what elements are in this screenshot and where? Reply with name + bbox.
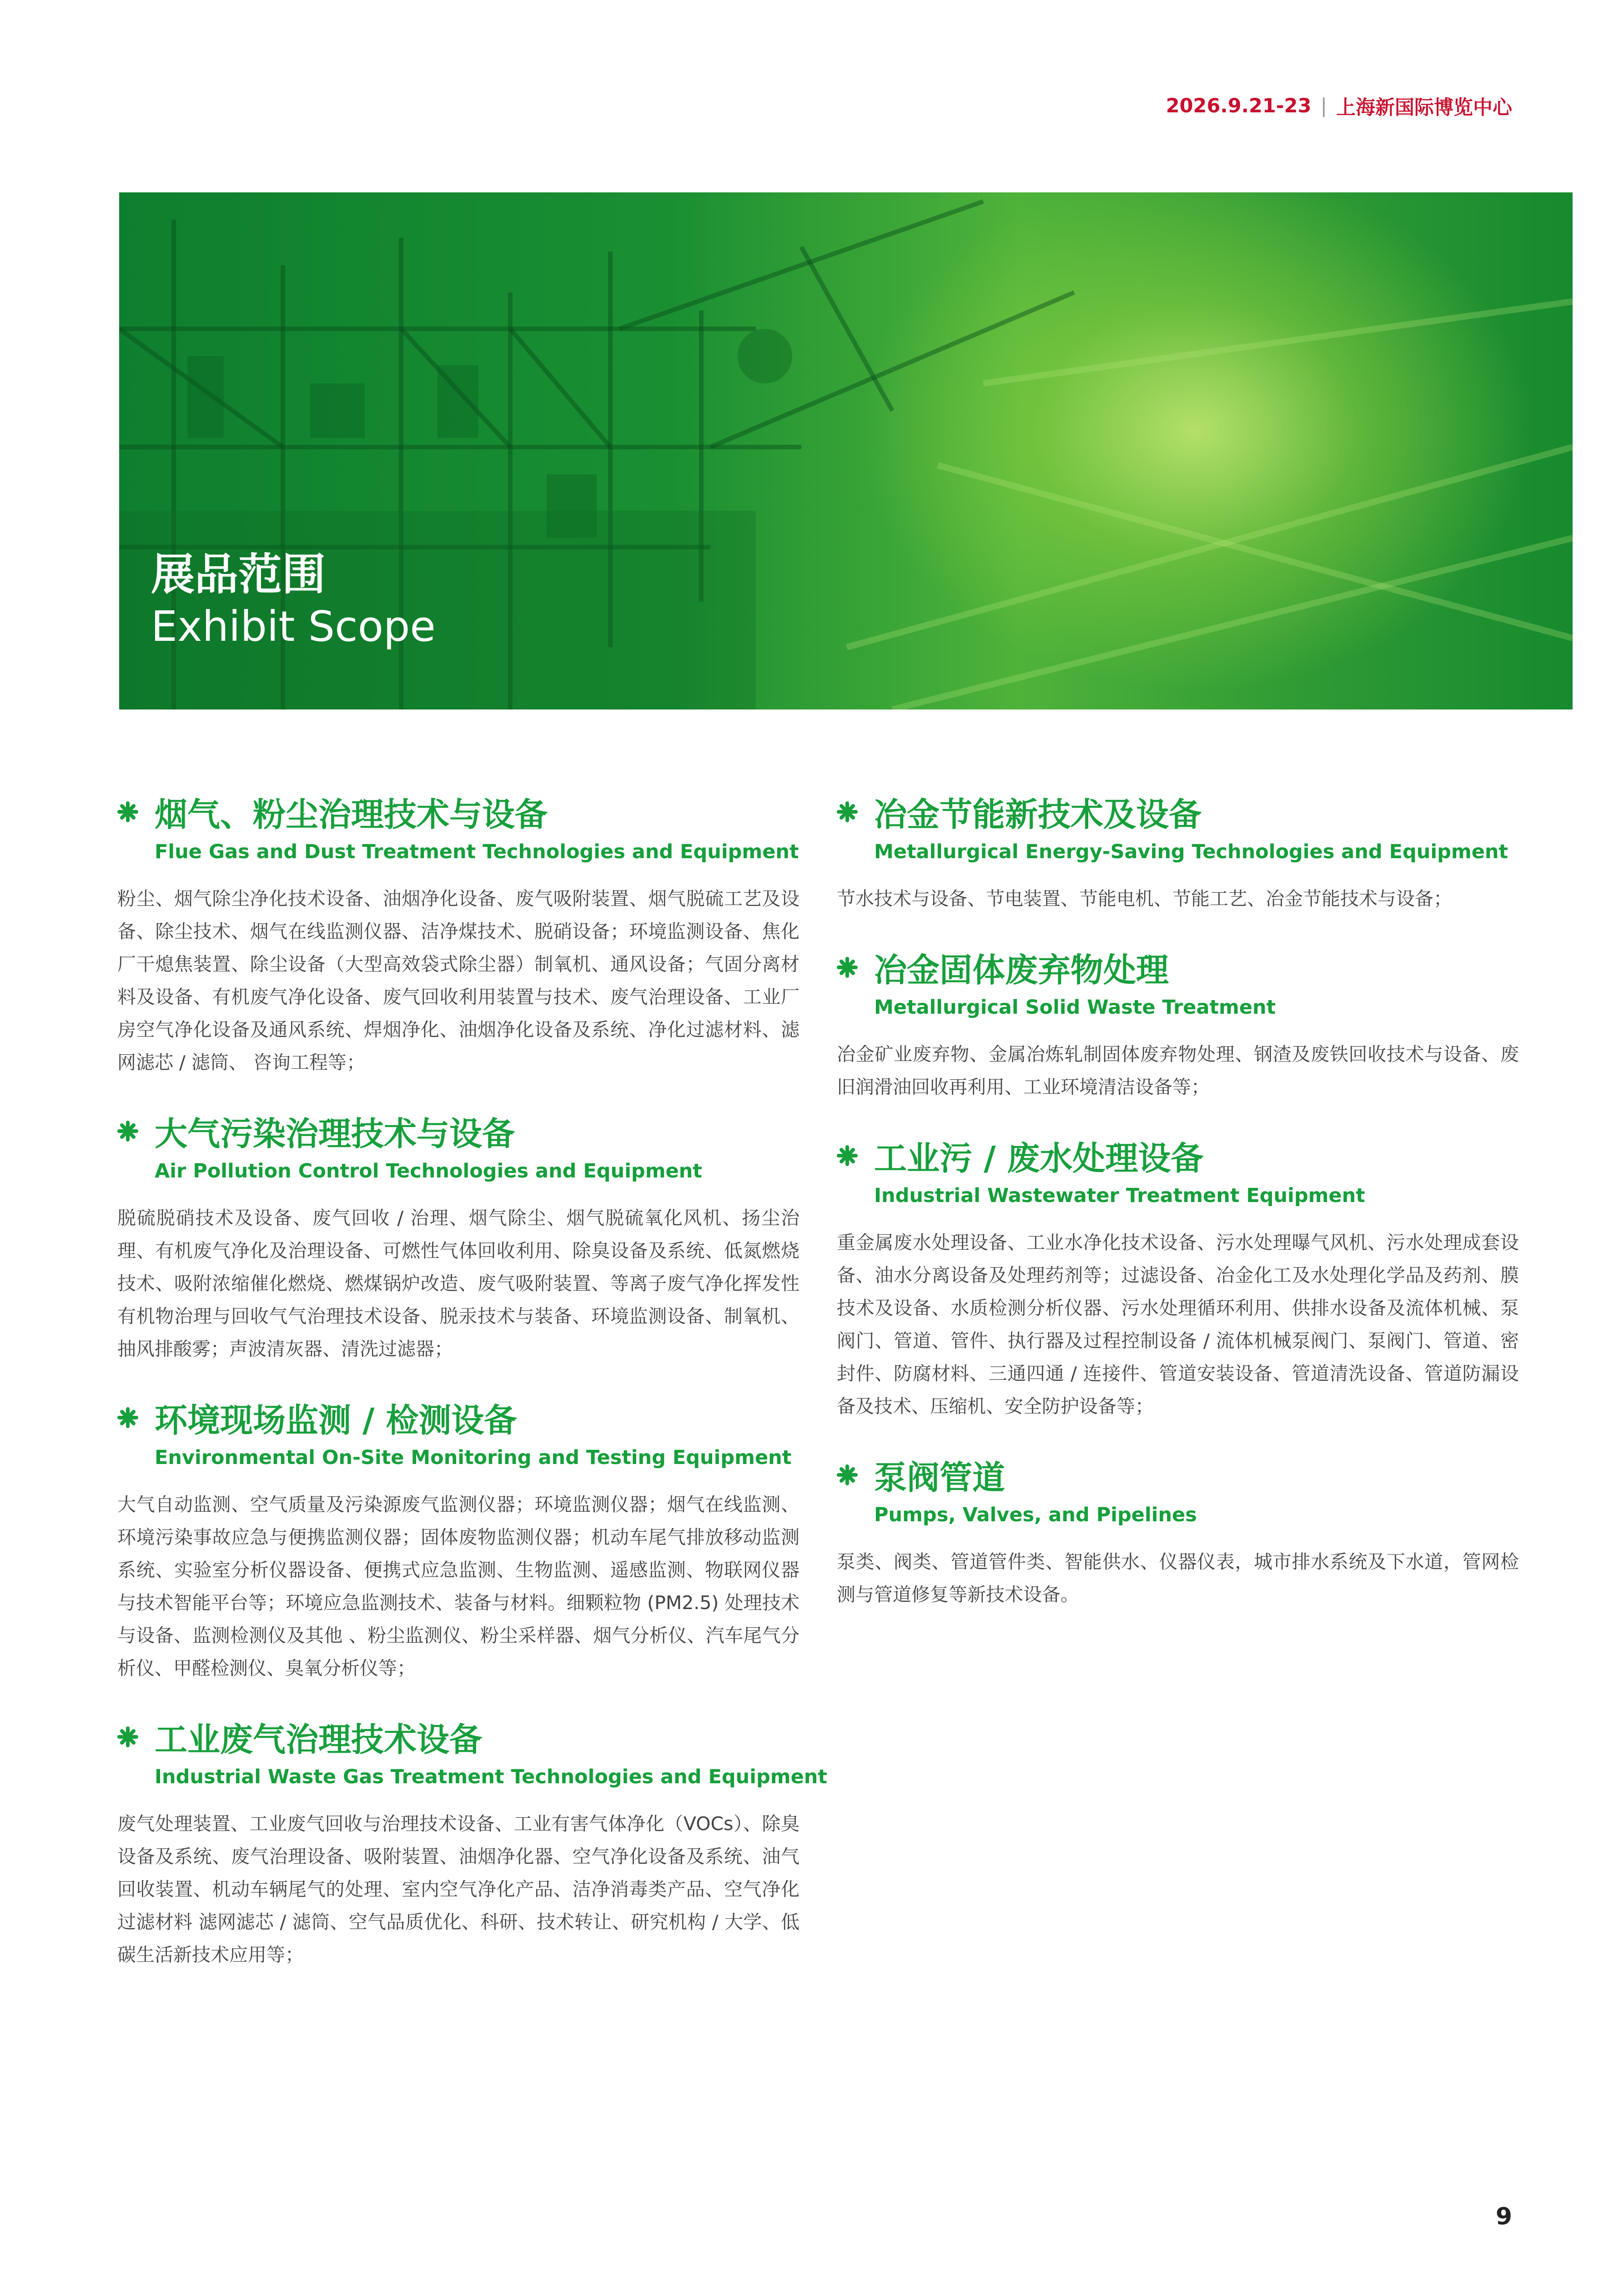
section-flue-gas	[117, 787, 799, 1079]
section-title-en: Environmental On-Site Monitoring and Testing Equipment	[155, 1446, 792, 1469]
section-title-cn: 工业废气治理技术设备	[155, 1721, 483, 1759]
banner-title	[151, 547, 436, 652]
section-title-cn: 冶金固体废弃物处理	[874, 951, 1169, 989]
section-title-cn: 大气污染治理技术与设备	[155, 1115, 515, 1153]
section-body: 节水技术与设备、节电装置、节能电机、节能工艺、冶金节能技术与设备；	[837, 888, 1452, 910]
section-heading	[117, 1393, 799, 1443]
section-title-cn: 工业污 / 废水处理设备	[874, 1139, 1204, 1177]
banner-title-en: Exhibit Scope	[151, 602, 436, 651]
section-heading	[117, 1712, 799, 1762]
section-environmental-monitoring	[117, 1393, 799, 1685]
section-heading	[837, 787, 1519, 837]
section-metallurgical-solid-waste	[837, 942, 1519, 1103]
asterisk-bullet-icon	[117, 1407, 138, 1428]
header-separator: |	[1320, 95, 1327, 117]
asterisk-bullet-icon	[117, 1726, 138, 1747]
page-number: 9	[1495, 2203, 1512, 2230]
asterisk-bullet-icon	[837, 1464, 858, 1485]
section-title-en: Metallurgical Energy-Saving Technologies and Equipment	[874, 840, 1508, 863]
right-column	[837, 787, 1519, 1638]
section-body: 泵类、阀类、管道管件类、智能供水、仪器仪表，城市排水系统及下水道，管网检测与管道修复等新技术设备。	[837, 1551, 1519, 1605]
asterisk-bullet-icon	[117, 1121, 138, 1142]
section-title-en: Air Pollution Control Technologies and Equipment	[155, 1160, 702, 1182]
event-venue: 上海新国际博览中心	[1336, 96, 1512, 119]
section-title-en: Flue Gas and Dust Treatment Technologies and Equipment	[155, 840, 799, 863]
section-heading	[117, 1106, 799, 1156]
section-title-cn: 泵阀管道	[874, 1459, 1006, 1497]
section-title-cn: 冶金节能新技术及设备	[874, 795, 1202, 834]
section-industrial-wastewater	[837, 1131, 1519, 1423]
section-heading	[837, 942, 1519, 992]
section-body: 大气自动监测、空气质量及污染源废气监测仪器；环境监测仪器；烟气在线监测、环境污染事故应急与便携监测仪器；固体废物监测仪器；机动车尾气排放移动监测系统、实验室分析仪器设备、便携式应急监测、生物监测、遥感监测、物联网仪器与技术智能平台等；环境应急监测技术、装备与材料。细颗粒物 (PM2.5) 处理技术与设备、监测检测仪及其他 、粉尘监测仪、粉尘采样器、烟气分析仪、汽车尾气分析仪、甲醛检测仪、臭氧分析仪等；	[117, 1494, 799, 1679]
section-body: 废气处理装置、工业废气回收与治理技术设备、工业有害气体净化（VOCs）、除臭设备及系统、废气治理设备、吸附装置、油烟净化器、空气净化设备及系统、油气回收装置、机动车辆尾气的处理、室内空气净化产品、洁净消毒类产品、空气净化过滤材料 滤网滤芯 / 滤筒、空气品质优化、科研、技术转让、研究机构 / 大学、低碳生活新技术应用等；	[117, 1813, 799, 1966]
section-industrial-waste-gas	[117, 1712, 827, 1971]
left-column	[117, 787, 827, 1998]
banner-title-cn: 展品范围	[151, 549, 326, 600]
event-header	[1166, 90, 1512, 122]
section-title-cn: 环境现场监测 / 检测设备	[155, 1401, 517, 1439]
section-heading	[837, 1450, 1519, 1500]
section-body: 冶金矿业废弃物、金属冶炼轧制固体废弃物处理、钢渣及废铁回收技术与设备、废旧润滑油回收再利用、工业环境清洁设备等；	[837, 1043, 1519, 1098]
asterisk-bullet-icon	[837, 1145, 858, 1166]
section-title-en: Metallurgical Solid Waste Treatment	[874, 996, 1276, 1019]
section-heading	[117, 787, 799, 837]
section-body: 粉尘、烟气除尘净化技术设备、油烟净化设备、废气吸附装置、烟气脱硫工艺及设备、除尘技术、烟气在线监测仪器、洁净煤技术、脱硝设备；环境监测设备、焦化厂干熄焦装置、除尘设备（大型高效袋式除尘器）制氧机、通风设备；气固分离材料及设备、有机废气净化设备、废气回收利用装置与技术、废气治理设备、工业厂房空气净化设备及通风系统、焊烟净化、油烟净化设备及系统、净化过滤材料、滤网滤芯 / 滤筒、 咨询工程等；	[117, 888, 799, 1073]
section-title-en: Industrial Waste Gas Treatment Technologies and Equipment	[155, 1766, 827, 1788]
section-metallurgical-energy	[837, 787, 1519, 915]
section-air-pollution	[117, 1106, 799, 1365]
asterisk-bullet-icon	[117, 801, 138, 822]
asterisk-bullet-icon	[837, 957, 858, 978]
section-body: 重金属废水处理设备、工业水净化技术设备、污水处理曝气风机、污水处理成套设备、油水分离设备及处理药剂等；过滤设备、冶金化工及水处理化学品及药剂、膜技术及设备、水质检测分析仪器、污水处理循环利用、供排水设备及流体机械、泵阀门、管道、管件、执行器及过程控制设备 / 流体机械泵阀门、泵阀门、管道、密封件、防腐材料、三通四通 / 连接件、管道安装设备、管道清洗设备、管道防漏设备及技术、压缩机、安全防护设备等；	[837, 1232, 1519, 1417]
section-title-en: Industrial Wastewater Treatment Equipment	[874, 1184, 1365, 1207]
section-title-en: Pumps, Valves, and Pipelines	[874, 1504, 1197, 1526]
asterisk-bullet-icon	[837, 801, 858, 822]
section-title-cn: 烟气、粉尘治理技术与设备	[155, 795, 548, 834]
section-body: 脱硫脱硝技术及设备、废气回收 / 治理、烟气除尘、烟气脱硫氧化风机、扬尘治理、有机废气净化及治理设备、可燃性气体回收利用、除臭设备及系统、低氮燃烧技术、吸附浓缩催化燃烧、燃煤锅炉改造、废气吸附装置、等离子废气净化挥发性有机物治理与回收气气治理技术设备、脱汞技术与装备、环境监测设备、制氧机、抽风排酸雾；声波清灰器、清洗过滤器；	[117, 1207, 799, 1360]
section-pumps-valves	[837, 1450, 1519, 1611]
exhibit-scope-banner	[119, 192, 1573, 709]
event-date: 2026.9.21-23	[1166, 95, 1312, 117]
section-heading	[837, 1131, 1519, 1181]
